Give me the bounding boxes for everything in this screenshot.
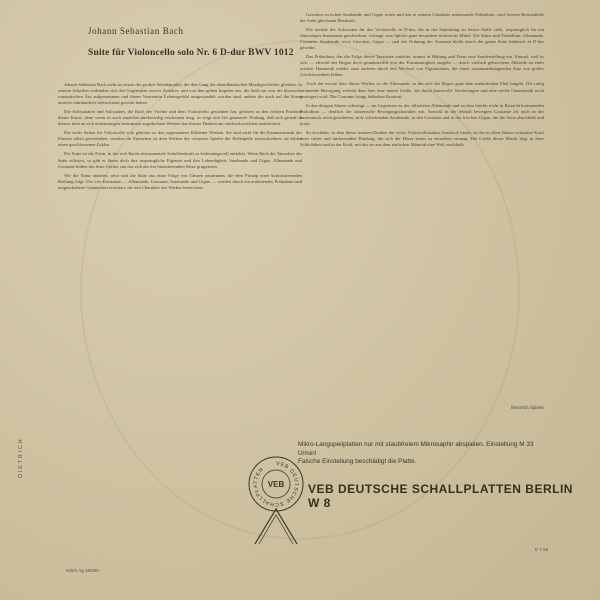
paragraph: Auch der zweite Satz dieses Werkes ist die Allemande, in der sich der Bogen ganz dem melodischen Fluß hingibt. Die ruhig strömende Bewegung verleiht dem Satz eine innere Größe, die durch kunstvolle Verzierungen und eine reiche Ornamentik noch gesteigert wird. Die Courante bringt lebhaften Kontrast.: [300, 81, 544, 99]
logo-letters: VEB: [267, 480, 285, 489]
paragraph: Gavotten zwischen Sarabande und Gigue treten und das in seinem Charakter umfassende Präludium, sind freieste Bestandteile der Suite gleichsam Herzkraft.: [300, 12, 544, 24]
paragraph: Johann Sebastian Bach steht an einem der großen Wendepunkte, die den Gang der abendländischen Musikgeschichte gliedern. In seinem Schaffen verbinden sich die Gegensätze zweier Zeitalter, und von ihm geben Impulse aus, die bald nur von der klassisch-romantischen Ära aufgenommen und ihrem Vertreterin Lebensgefühl umgewandelt worden sind, andere die auch auf die Kunst unseres Jahrhunderts befruchtend gewirkt haben.: [58, 82, 302, 106]
composer-name: Johann Sebastian Bach: [88, 26, 184, 36]
work-title: Suite für Violoncello solo Nr. 6 D-dur BWV 1012: [88, 48, 294, 58]
logo-ring-text: VEB DEUTSCHE SCHALLPLATTEN: [252, 460, 300, 508]
paragraph: Die sechs Suiten für Violoncello solo gehören zu den sogenannten Köthener Werken. Sie sind nicht für die Kammermusik des Fürsten allein geschrieben, sondern ihr Entstehen ist dem Wirken der virtuosen Spieler der Hofkapelle zuzuschreiben; sie bilden einen geschlossenen Zyklus.: [58, 130, 302, 148]
paragraph: Die sechste der Solosuiten für das Violoncello in D-dur, die in der Sammlung an letzter Stelle steht, ursprünglich für ein fünfsaitiges Instrument geschrieben, verlangt vom Spieler ganz besondere technische Mittel. Die Sätze sind Präludium, Allemande, Courante, Sarabande, zwei Gavotten, Gigue — und die Ordnung der Tonarten bleibt durch die ganze Suite hindurch in D-dur gewahrt.: [300, 27, 544, 51]
catalog-code: E 7-56: [535, 547, 549, 552]
playback-notice: [298, 441, 548, 467]
paragraph: In den übrigen Sätzen schwingt — im Gegensatz zu der stilisierten Allemande und zu dem hierfür nicht in Betracht kommenden Präludium — deutlich der tänzerische Bewegungscharakter mit. Sowohl in der lebhaft bewegten Courante als auch in der harmonisch reich gestalteten, stolz schreitenden Sarabande, in den Gavotten und in der frischen Gigue, die die Suite abschließt und krönt.: [300, 102, 544, 126]
side-credit: DIETRICH: [18, 437, 24, 479]
label-logo-icon: [245, 449, 307, 549]
paragraph: Wir die Natur anderen, setzt sich die Suite aus einer Folge von Tänzen zusammen, die dem Prinzip einer kontrastierenden Reihung folgt. Die vier Kernsätze — Allemande, Courante, Sarabande und Gigue — werden durch ein einleitendes Präludium und eingeschobene Galanterien erweitert, die den Charakter des Werkes bereichern.: [58, 172, 302, 190]
paragraph: Die Suite ist die Form, in der sich Bachs instrumentale Schaffenskraft so bedeutungsvoll entfaltet. Wenn Bach die Tanzsätze der Suite stilisiert, so gibt er ihnen doch ihre ursprüngliche Eigenart und ihre Lebendigkeit. Sarabande und Gigue, Allemande und Courante bilden das feste Gerüst, um das sich die frei hinzutretenden Sätze gruppieren.: [58, 151, 302, 169]
paragraph: So erscheint, in dem dieser inneren Denken der sechs Violoncellosuiten Ausdruck findet, ist die in allen Sätzen wirksame Kraft einer tiefen und umfassenden Bindung, der sich der Hörer kaum zu entziehen vermag. Die Größe dieser Musik liegt in ihrer Schlichtheit und in der Kraft, mit der sie aus dem einfachen Material eine Welt erschließt.: [300, 129, 544, 147]
label-name: VEB DEUTSCHE SCHALLPLATTEN BERLIN W 8: [308, 482, 573, 510]
paragraph: Die Solosonaten und Solosuiten, die Bach der Violine und dem Violoncello gewidmet hat, gehören zu den reifsten Früchten dieser Kunst, denn wenn es auch zunächst merkwürdig erscheinen mag, so zeigt sich bei genauerer Prüfung, daß sich gerade in diesen, dem an sich einstimmigen Instrument zugedachten Werken das lineare Denken am eindrucksvollsten manifestiert.: [58, 109, 302, 127]
header: [88, 22, 328, 58]
notice-line-2: Falsche Einstellung beschädigt die Platte.: [298, 458, 417, 465]
author-signature: Heinrich Spieler: [511, 406, 544, 411]
print-code: III/9/1 Ag 183/60: [66, 568, 99, 573]
paragraph: Das Präludium, das die Folge dieser Tanzsätze einleitet, nimmt in Haltung und Form eine Sonderstellung ein. Einmal, weil es sich — obwohl der Bogen doch grundsätzlich von der Einstimmigkeit ausgeht — durch vielfach gebrochene Akkorde zu einer reichen Harmonik erhebt; zum anderen durch den Wechsel von Figurationen, die einen zusammenhängenden Satz von großer Geschlossenheit bilden.: [300, 54, 544, 78]
liner-notes-left: [58, 82, 302, 492]
notice-line-1: Mikro-Langspielplatten nur mit staubfreiem Mikrosaphir abspielen. Einstellung M 33 U/min!: [298, 441, 534, 457]
liner-notes-right: [300, 12, 544, 404]
